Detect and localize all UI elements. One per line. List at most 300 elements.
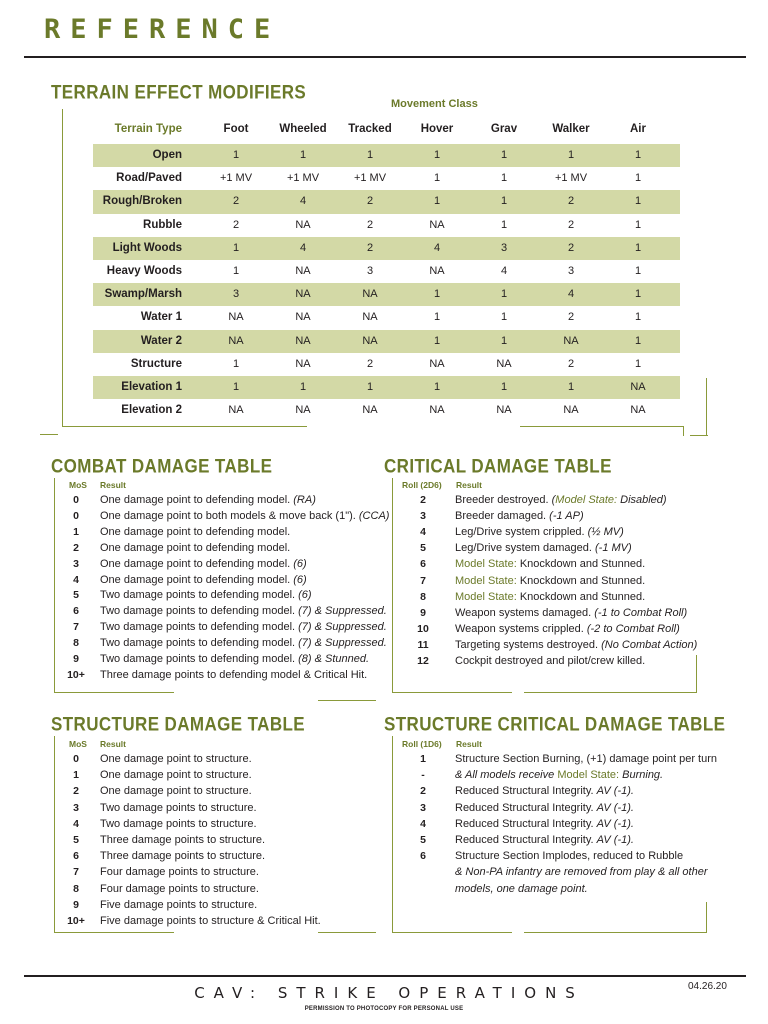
table-row [60, 587, 380, 603]
structure-result-header: Result [100, 739, 126, 749]
row-key: 0 [73, 509, 79, 522]
table-cell: 1 [500, 311, 508, 324]
table-cell: NA [295, 288, 311, 301]
table-row [60, 540, 380, 556]
row-key: 4 [420, 526, 426, 539]
row-result: One damage point to defending model. [100, 557, 294, 570]
table-cell: NA [362, 334, 378, 347]
table-cell: 1 [634, 334, 642, 347]
table-cell: 2 [366, 195, 374, 208]
model-state-label: Model State: [455, 574, 517, 587]
row-modifier: (6) [293, 573, 307, 586]
table-cell: NA [630, 380, 646, 393]
table-row [392, 800, 732, 816]
table-row [392, 605, 722, 621]
table-cell: 1 [299, 149, 307, 161]
table-cell: 1 [232, 264, 240, 277]
column-header: Tracked [348, 123, 392, 135]
structure-critical-key-header: Roll (1D6) [402, 739, 442, 749]
structure-left-bracket [54, 736, 64, 932]
row-result: Four damage points to structure. [100, 882, 259, 895]
header-divider [24, 56, 746, 58]
table-row [392, 492, 722, 508]
table-row [60, 816, 380, 832]
table-cell: 1 [232, 380, 240, 393]
table-cell: 1 [634, 195, 642, 208]
row-key: 2 [420, 494, 426, 506]
table-row [93, 399, 680, 422]
row-modifier: (6) [298, 589, 312, 602]
row-modifier: (-2 to Combat Roll) [586, 622, 680, 635]
row-result: Reduced Structural Integrity. [455, 834, 597, 846]
row-modifier: (-1 AP) [549, 510, 584, 523]
table-cell: 1 [634, 149, 642, 161]
table-row [392, 881, 732, 897]
row-key: 8 [420, 590, 426, 603]
row-key: 6 [73, 605, 79, 618]
table-row [60, 651, 380, 667]
table-row [60, 881, 380, 897]
column-header: Wheeled [279, 123, 327, 135]
table-row [60, 556, 380, 572]
table-cell: 1 [433, 172, 441, 185]
terrain-section-title: TERRAIN EFFECT MODIFIERS [51, 81, 307, 103]
table-cell: 1 [634, 241, 642, 254]
table-row [93, 353, 680, 376]
page-title: REFERENCE [44, 14, 281, 45]
table-cell: 1 [634, 264, 642, 277]
table-cell: 4 [299, 195, 307, 208]
row-result: Knockdown and Stunned. [516, 558, 646, 571]
table-cell: 2 [567, 241, 575, 254]
column-header: Walker [552, 123, 590, 135]
table-cell: 2 [366, 357, 374, 370]
table-row [93, 330, 680, 353]
table-row [93, 167, 680, 190]
column-header: Air [630, 123, 646, 135]
table-cell: NA [295, 311, 311, 324]
table-row [60, 508, 390, 524]
footer-permission: PERMISSION TO PHOTOCOPY FOR PERSONAL USE [304, 1006, 464, 1012]
row-key: 9 [73, 653, 79, 665]
table-cell: 1 [366, 380, 374, 393]
row-result: Three damage points to defending model & Critical Hit. [100, 668, 368, 681]
table-row [60, 492, 380, 508]
structure-critical-right-bracket [706, 902, 708, 933]
table-row [93, 283, 680, 306]
table-row [392, 556, 722, 572]
row-result: Knockdown and Stunned. [516, 574, 646, 587]
row-result: Five damage points to structure. [100, 898, 258, 911]
critical-right-bracket [696, 655, 698, 693]
table-cell: 2 [232, 218, 240, 231]
table-cell: 1 [433, 334, 441, 347]
row-result: Weapon systems damaged. [455, 606, 595, 619]
table-cell: NA [362, 288, 378, 301]
table-cell: NA [295, 334, 311, 347]
table-row [60, 572, 380, 588]
table-cell: 2 [567, 195, 575, 208]
table-cell: 2 [567, 311, 575, 324]
structure-key-header: MoS [69, 739, 87, 749]
table-row [392, 573, 722, 589]
table-cell: 4 [299, 241, 307, 254]
table-row [60, 767, 380, 783]
row-result: Two damage points to structure. [100, 817, 257, 830]
table-cell: NA [496, 404, 512, 417]
structure-critical-bottom-rule-right [524, 932, 707, 934]
row-key: 1 [420, 753, 426, 765]
row-key: 8 [73, 637, 79, 650]
critical-key-header: Roll (2D6) [402, 480, 442, 490]
footer-divider [24, 975, 746, 977]
row-key: 3 [420, 801, 426, 814]
table-cell: 1 [567, 380, 575, 393]
table-cell: NA [362, 404, 378, 417]
row-result: One damage point to structure. [100, 785, 252, 798]
row-key: 0 [73, 494, 79, 506]
table-cell: 1 [634, 218, 642, 231]
row-modifier: (-1 MV) [595, 542, 632, 555]
table-row [60, 800, 380, 816]
table-row [392, 864, 732, 880]
row-result: Structure Section Burning, (+1) damage point per turn [455, 753, 718, 765]
critical-bottom-rule [392, 692, 512, 694]
row-modifier: (No Combat Action) [601, 638, 698, 651]
row-result: Breeder destroyed. [455, 494, 552, 506]
movement-class-label: Movement Class [391, 98, 478, 110]
table-row [60, 524, 380, 540]
critical-section-title: CRITICAL DAMAGE TABLE [384, 455, 612, 477]
table-row [60, 751, 380, 767]
terrain-type-header: Terrain Type [114, 123, 182, 135]
row-result: Knockdown and Stunned. [516, 590, 646, 603]
model-state-label: Model State: [555, 494, 618, 506]
row-key: 10 [417, 622, 429, 635]
combat-bottom-rule [54, 692, 174, 694]
table-cell: NA [429, 218, 445, 231]
row-result: One damage point to defending model. [100, 541, 291, 554]
table-cell: +1 MV [353, 172, 387, 185]
table-row [392, 816, 732, 832]
row-result: Two damage points to defending model. [100, 605, 299, 618]
table-cell: 1 [232, 241, 240, 254]
table-row [60, 913, 380, 929]
row-result: Structure Section Implodes, reduced to Rubble [455, 850, 684, 863]
table-row [60, 667, 380, 683]
table-cell: NA [630, 404, 646, 417]
row-key: 9 [73, 898, 79, 911]
table-row [392, 589, 722, 605]
table-cell: NA [295, 218, 311, 231]
table-cell: 2 [567, 218, 575, 231]
table-cell: 2 [366, 241, 374, 254]
row-result: Three damage points to structure. [100, 834, 266, 846]
structure-section-title: STRUCTURE DAMAGE TABLE [51, 713, 306, 735]
table-cell: 2 [232, 195, 240, 208]
structure-critical-result-header: Result [456, 739, 482, 749]
row-modifier: (8) & Stunned. [298, 653, 370, 665]
table-cell: 3 [366, 264, 374, 277]
combat-bottom-rule-right [318, 700, 376, 702]
table-cell: 1 [634, 311, 642, 324]
table-cell: NA [228, 404, 244, 417]
terrain-name: Heavy Woods [106, 264, 182, 277]
combat-key-header: MoS [69, 480, 87, 490]
row-key: 4 [73, 817, 79, 830]
table-cell: 1 [567, 149, 575, 161]
row-modifier: & All models receive [455, 769, 558, 782]
table-cell: 1 [232, 357, 240, 370]
row-key: 2 [420, 785, 426, 798]
model-state-label: Model State: [455, 590, 517, 603]
row-modifier: Burning. [619, 769, 664, 782]
terrain-right-bracket-foot [690, 435, 708, 437]
row-modifier: AV (-1). [596, 834, 634, 846]
table-cell: 3 [500, 241, 508, 254]
table-cell: NA [295, 357, 311, 370]
terrain-name: Elevation 1 [121, 380, 182, 393]
model-state-label: Model State: [557, 769, 620, 782]
row-key: 8 [73, 882, 79, 895]
table-cell: NA [228, 311, 244, 324]
table-row [93, 144, 680, 167]
row-modifier: (6) [293, 557, 307, 570]
table-row [60, 783, 380, 799]
row-modifier: (7) & Suppressed. [298, 637, 387, 650]
table-row [60, 848, 380, 864]
terrain-name: Water 1 [140, 311, 182, 324]
row-key: 3 [73, 557, 79, 570]
row-key: 6 [73, 850, 79, 863]
footer-title: CAV: STRIKE OPERATIONS [194, 984, 584, 1002]
row-result: Four damage points to structure. [100, 866, 259, 879]
table-row [392, 848, 732, 864]
table-cell: 1 [299, 380, 307, 393]
table-cell: 1 [433, 149, 441, 161]
row-result: Breeder damaged. [455, 510, 550, 523]
table-cell: 1 [366, 149, 374, 161]
row-result: Two damage points to defending model. [100, 621, 299, 634]
row-modifier: (½ MV) [587, 526, 624, 539]
critical-bottom-rule-right [524, 692, 697, 694]
table-cell: 1 [433, 195, 441, 208]
row-modifier: (7) & Suppressed. [298, 605, 387, 618]
structure-critical-damage-table [392, 751, 732, 901]
terrain-bottom-rule-right [520, 426, 684, 436]
table-cell: NA [228, 334, 244, 347]
row-modifier: AV (-1). [596, 801, 634, 814]
row-result: One damage point to structure. [100, 753, 252, 765]
row-key: 7 [73, 621, 79, 634]
table-cell: 1 [232, 149, 240, 161]
table-cell: 4 [433, 241, 441, 254]
table-cell: 3 [232, 288, 240, 301]
terrain-table [93, 144, 680, 422]
row-key: 7 [420, 574, 426, 587]
table-row [60, 619, 387, 635]
row-result: Five damage points to structure & Critical Hit. [100, 915, 321, 927]
row-result: Reduced Structural Integrity. [455, 785, 597, 798]
table-row [392, 767, 732, 783]
terrain-left-bracket [62, 109, 72, 427]
terrain-name: Structure [130, 357, 182, 370]
table-cell: NA [429, 264, 445, 277]
structure-critical-left-bracket [392, 736, 402, 932]
row-key: 6 [420, 558, 426, 571]
row-modifier: (CCA) [358, 509, 390, 522]
row-result: One damage point to defending model. [100, 494, 294, 506]
terrain-name: Swamp/Marsh [104, 288, 182, 301]
table-cell: NA [563, 404, 579, 417]
table-cell: 1 [634, 357, 642, 370]
combat-left-bracket [54, 478, 64, 693]
table-row [392, 751, 732, 767]
table-cell: 1 [500, 195, 508, 208]
table-cell: 4 [500, 264, 508, 277]
table-row [93, 306, 680, 329]
table-cell: 1 [500, 149, 508, 161]
row-modifier: (7) & Suppressed. [298, 621, 387, 634]
row-key: - [421, 769, 425, 782]
row-key: 1 [73, 769, 79, 782]
table-cell: 2 [366, 218, 374, 231]
table-row [392, 508, 722, 524]
row-key: 6 [420, 850, 426, 863]
table-cell: 1 [500, 218, 508, 231]
column-header: Hover [420, 123, 454, 135]
row-key: 10+ [67, 668, 85, 681]
table-cell: NA [295, 404, 311, 417]
table-row [392, 637, 722, 653]
combat-damage-table [60, 492, 390, 692]
row-modifier: AV (-1). [596, 817, 634, 830]
row-key: 9 [420, 606, 426, 619]
row-result: Three damage points to structure. [100, 850, 266, 863]
table-row [60, 864, 380, 880]
row-result: One damage point to both models & move back (1"). [100, 509, 359, 522]
table-row [93, 190, 680, 213]
row-result: Two damage points to defending model. [100, 637, 299, 650]
row-result: One damage point to defending model. [100, 573, 294, 586]
table-row [60, 603, 387, 619]
table-cell: NA [429, 404, 445, 417]
table-row [392, 540, 722, 556]
row-key: 10+ [67, 915, 85, 927]
table-cell: 1 [433, 380, 441, 393]
row-key: 3 [73, 801, 79, 814]
table-cell: +1 MV [286, 172, 320, 185]
table-cell: +1 MV [219, 172, 253, 185]
table-cell: NA [295, 264, 311, 277]
row-result: One damage point to structure. [100, 769, 252, 782]
table-row [60, 897, 380, 913]
row-result: Reduced Structural Integrity. [455, 801, 597, 814]
table-cell: 1 [500, 334, 508, 347]
structure-bottom-rule [54, 932, 174, 934]
footer-date: 04.26.20 [688, 981, 727, 992]
critical-damage-table [392, 492, 722, 682]
table-cell: 3 [567, 264, 575, 277]
terrain-name: Open [152, 149, 182, 161]
table-row [392, 621, 722, 637]
row-key: 2 [73, 785, 79, 798]
terrain-name: Elevation 2 [121, 404, 182, 417]
row-result: Leg/Drive system crippled. [455, 526, 588, 539]
row-result: Two damage points to defending model. [100, 589, 299, 602]
row-key: 5 [420, 542, 426, 555]
table-row [93, 260, 680, 283]
row-key: 4 [420, 817, 426, 830]
row-key: 5 [73, 589, 79, 602]
table-cell: 1 [634, 288, 642, 301]
model-state-label: Model State: [455, 558, 517, 571]
table-row [60, 635, 387, 651]
row-key: 2 [73, 541, 79, 554]
combat-result-header: Result [100, 480, 126, 490]
row-modifier: AV (-1). [596, 785, 634, 798]
structure-bottom-rule-right [318, 932, 376, 934]
row-key: 0 [73, 753, 79, 765]
row-key: 12 [417, 655, 429, 667]
terrain-name: Rubble [143, 218, 182, 231]
table-cell: +1 MV [554, 172, 588, 185]
table-row [93, 237, 680, 260]
row-modifier: (-1 to Combat Roll) [594, 606, 688, 619]
structure-critical-bottom-rule [392, 932, 512, 934]
table-cell: 1 [500, 172, 508, 185]
row-key: 1 [73, 525, 79, 538]
critical-result-header: Result [456, 480, 482, 490]
row-result: Reduced Structural Integrity. [455, 817, 597, 830]
row-key: 11 [417, 638, 429, 651]
table-row [392, 524, 722, 540]
table-row [60, 832, 380, 848]
terrain-name: Road/Paved [116, 172, 182, 185]
row-result: Leg/Drive system damaged. [455, 542, 596, 555]
table-cell: NA [429, 357, 445, 370]
row-result: Two damage points to structure. [100, 801, 257, 814]
row-result: Cockpit destroyed and pilot/crew killed. [455, 655, 646, 667]
table-cell: 1 [500, 288, 508, 301]
row-key: 4 [73, 573, 79, 586]
row-modifier: (RA) [293, 494, 316, 506]
row-modifier: & Non-PA infantry are removed from play & all other [455, 866, 708, 879]
row-result: Weapon systems crippled. [455, 622, 587, 635]
row-modifier: Disabled) [617, 494, 667, 506]
table-cell: NA [362, 311, 378, 324]
row-key: 7 [73, 866, 79, 879]
terrain-name: Rough/Broken [102, 195, 182, 208]
combat-section-title: COMBAT DAMAGE TABLE [51, 455, 273, 477]
table-cell: 2 [567, 357, 575, 370]
terrain-table-header [93, 118, 680, 140]
table-row [392, 832, 732, 848]
terrain-right-bracket [706, 378, 708, 436]
table-row [93, 214, 680, 237]
terrain-bottom-rule-far-left [40, 434, 58, 436]
structure-critical-section-title: STRUCTURE CRITICAL DAMAGE TABLE [384, 713, 726, 735]
structure-damage-table [60, 751, 380, 931]
table-cell: NA [496, 357, 512, 370]
row-key: 5 [420, 834, 426, 846]
column-header: Foot [223, 123, 249, 135]
row-result: Targeting systems destroyed. [455, 638, 602, 651]
terrain-name: Light Woods [112, 241, 182, 254]
table-cell: 1 [433, 288, 441, 301]
terrain-name: Water 2 [140, 334, 182, 347]
row-modifier: ( [551, 494, 556, 506]
